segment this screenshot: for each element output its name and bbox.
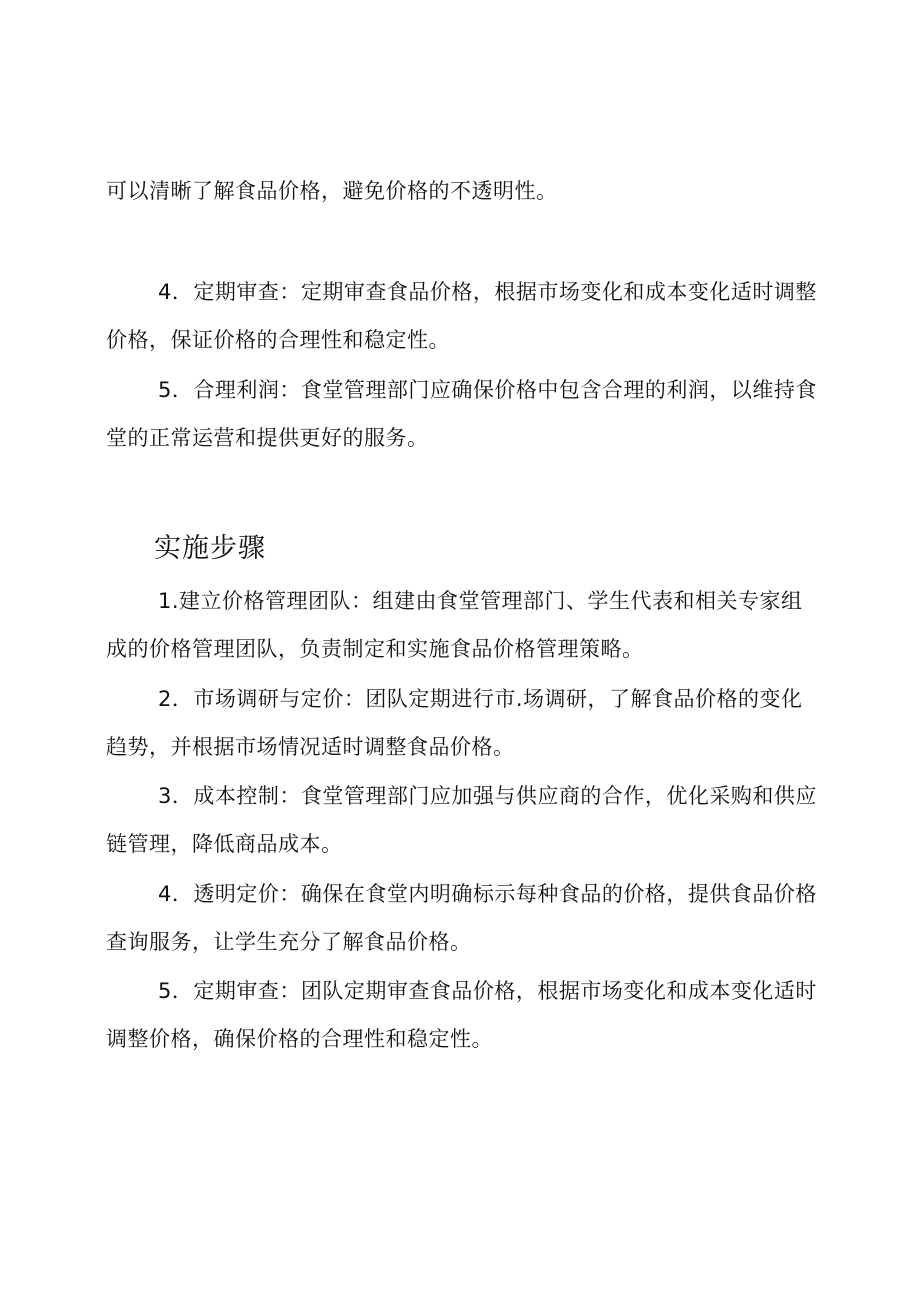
step-item-3: 3．成本控制：食堂管理部门应加强与供应商的合作，优化采购和供应链管理，降低商品成本。 [106,784,817,856]
step-item-4: 4．透明定价：确保在食堂内明确标示每种食品的价格，提供食品价格查询服务，让学生充分了解食品价格。 [106,882,817,954]
step-item-5: 5．定期审查：团队定期审查食品价格，根据市场变化和成本变化适时调整价格，确保价格的合理性和稳定性。 [106,979,817,1051]
principle-item-4: 4．定期审查：定期审查食品价格，根据市场变化和成本变化适时调整价格，保证价格的合理性和稳定性。 [106,280,817,352]
principle-item-5: 5．合理利润：食堂管理部门应确保价格中包含合理的利润，以维持食堂的正常运营和提供更好的服务。 [106,378,817,450]
step-item-1: 1.建立价格管理团队：组建由食堂管理部门、学生代表和相关专家组成的价格管理团队，负责制定和实施食品价格管理策略。 [106,589,803,661]
section-heading: 实施步骤 [154,533,266,564]
continuation-paragraph: 可以清晰了解食品价格，避免价格的不透明性。 [106,179,558,203]
step-item-2: 2．市场调研与定价：团队定期进行市.场调研，了解食品价格的变化趋势，并根据市场情况适时调整食品价格。 [106,687,803,759]
